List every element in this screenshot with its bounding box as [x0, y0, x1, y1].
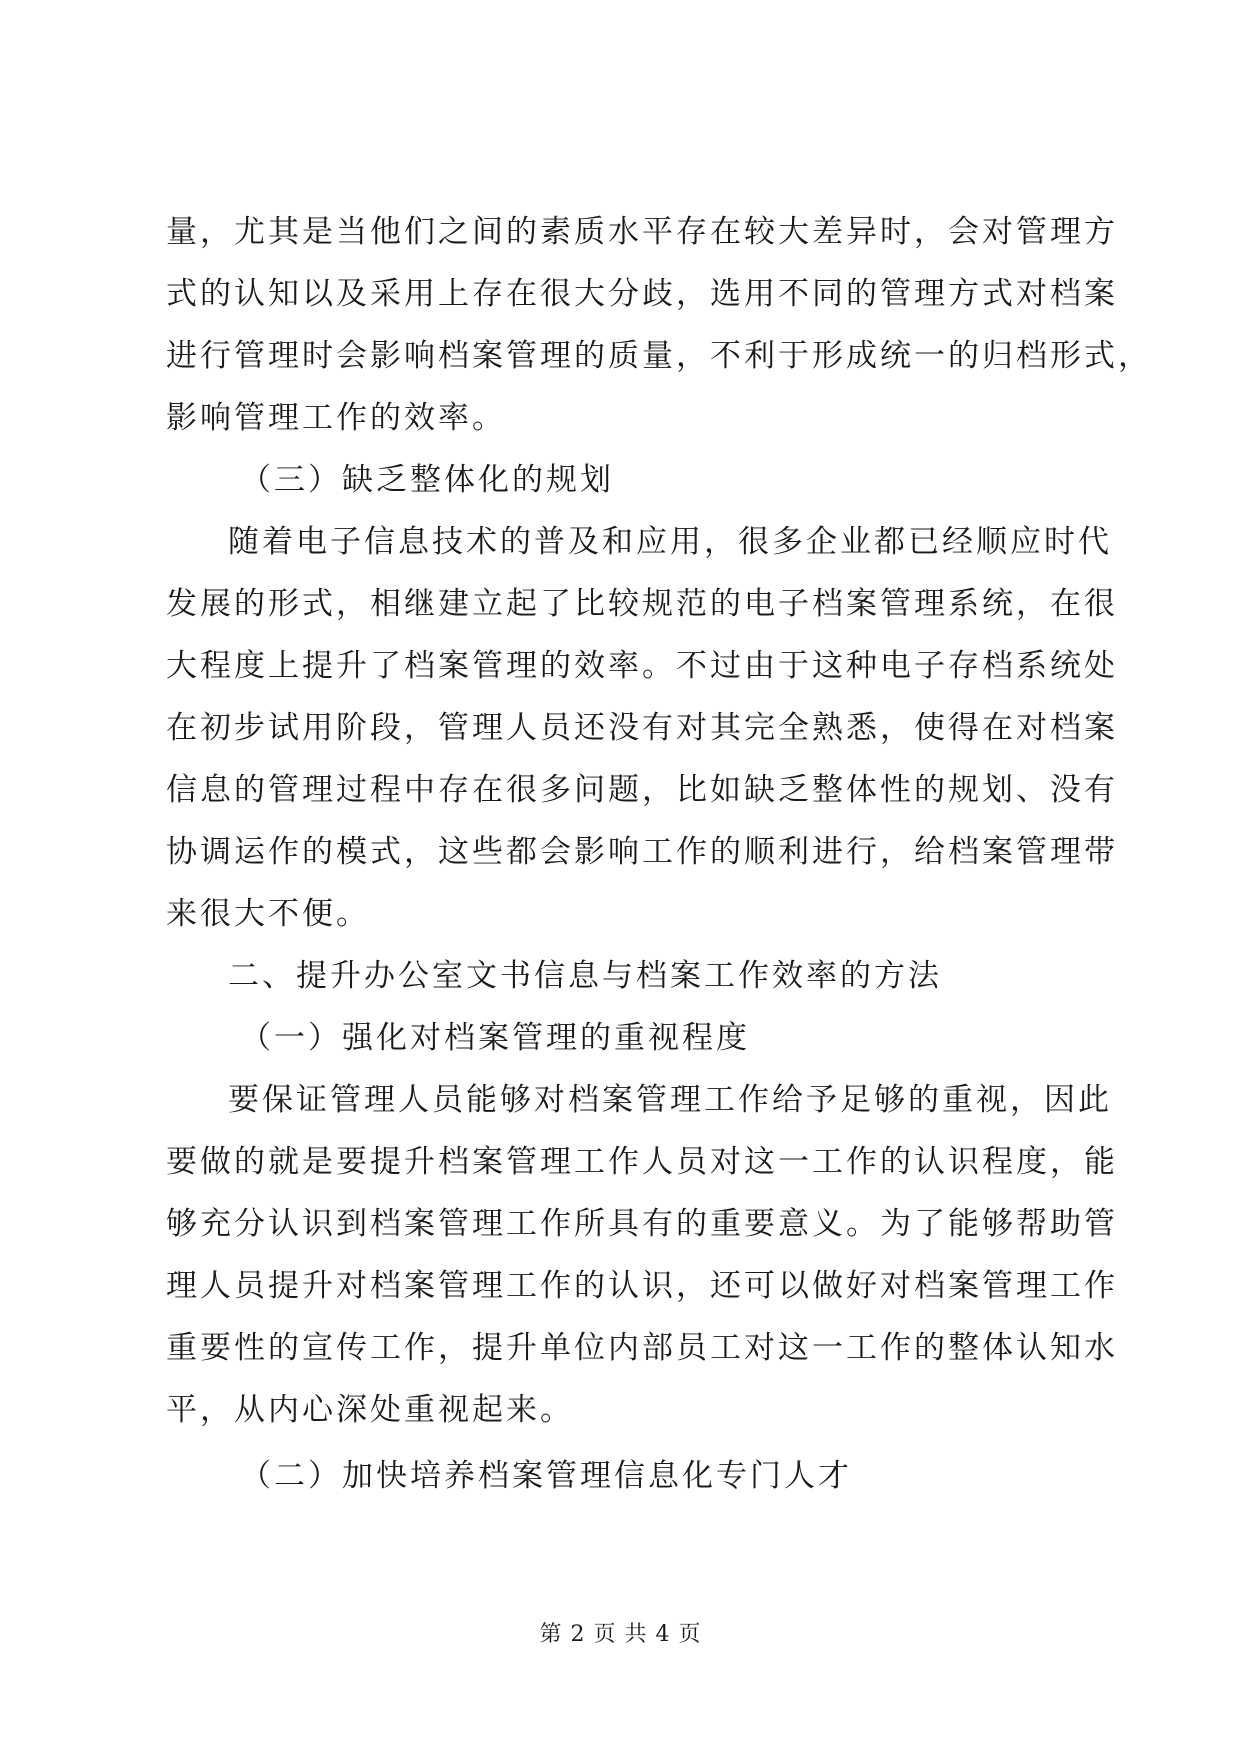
paragraph-line: 进行管理时会影响档案管理的质量，不利于形成统一的归档形式，	[166, 338, 1152, 374]
section-heading: （一）强化对档案管理的重视程度	[240, 1020, 750, 1056]
paragraph-line: 理人员提升对档案管理工作的认识，还可以做好对档案管理工作	[166, 1268, 1118, 1304]
paragraph-line: 式的认知以及采用上存在很大分歧，选用不同的管理方式对档案	[166, 276, 1118, 312]
paragraph-line: 量，尤其是当他们之间的素质水平存在较大差异时，会对管理方	[166, 214, 1118, 250]
paragraph-line: 发展的形式，相继建立起了比较规范的电子档案管理系统，在很	[166, 586, 1118, 622]
section-heading: （三）缺乏整体化的规划	[240, 462, 614, 498]
paragraph-line: 重要性的宣传工作，提升单位内部员工对这一工作的整体认知水	[166, 1330, 1118, 1366]
paragraph-line: 随着电子信息技术的普及和应用，很多企业都已经顺应时代	[228, 524, 1112, 560]
paragraph-line: 协调运作的模式，这些都会影响工作的顺利进行，给档案管理带	[166, 834, 1118, 870]
paragraph-line: 影响管理工作的效率。	[166, 400, 506, 436]
paragraph-line: 要做的就是要提升档案管理工作人员对这一工作的认识程度，能	[166, 1144, 1118, 1180]
paragraph-line: 要保证管理人员能够对档案管理工作给予足够的重视，因此	[228, 1082, 1112, 1118]
paragraph-line: 在初步试用阶段，管理人员还没有对其完全熟悉，使得在对档案	[166, 710, 1118, 746]
paragraph-line: 来很大不便。	[166, 896, 370, 932]
paragraph-line: 信息的管理过程中存在很多问题，比如缺乏整体性的规划、没有	[166, 772, 1118, 808]
paragraph-line: 平，从内心深处重视起来。	[166, 1392, 574, 1428]
paragraph-line: 大程度上提升了档案管理的效率。不过由于这种电子存档系统处	[166, 648, 1118, 684]
section-heading: 二、提升办公室文书信息与档案工作效率的方法	[228, 958, 942, 994]
paragraph-line: 够充分认识到档案管理工作所具有的重要意义。为了能够帮助管	[166, 1206, 1118, 1242]
page-number-footer: 第 2 页 共 4 页	[539, 1622, 702, 1647]
section-heading: （二）加快培养档案管理信息化专门人才	[240, 1458, 852, 1494]
